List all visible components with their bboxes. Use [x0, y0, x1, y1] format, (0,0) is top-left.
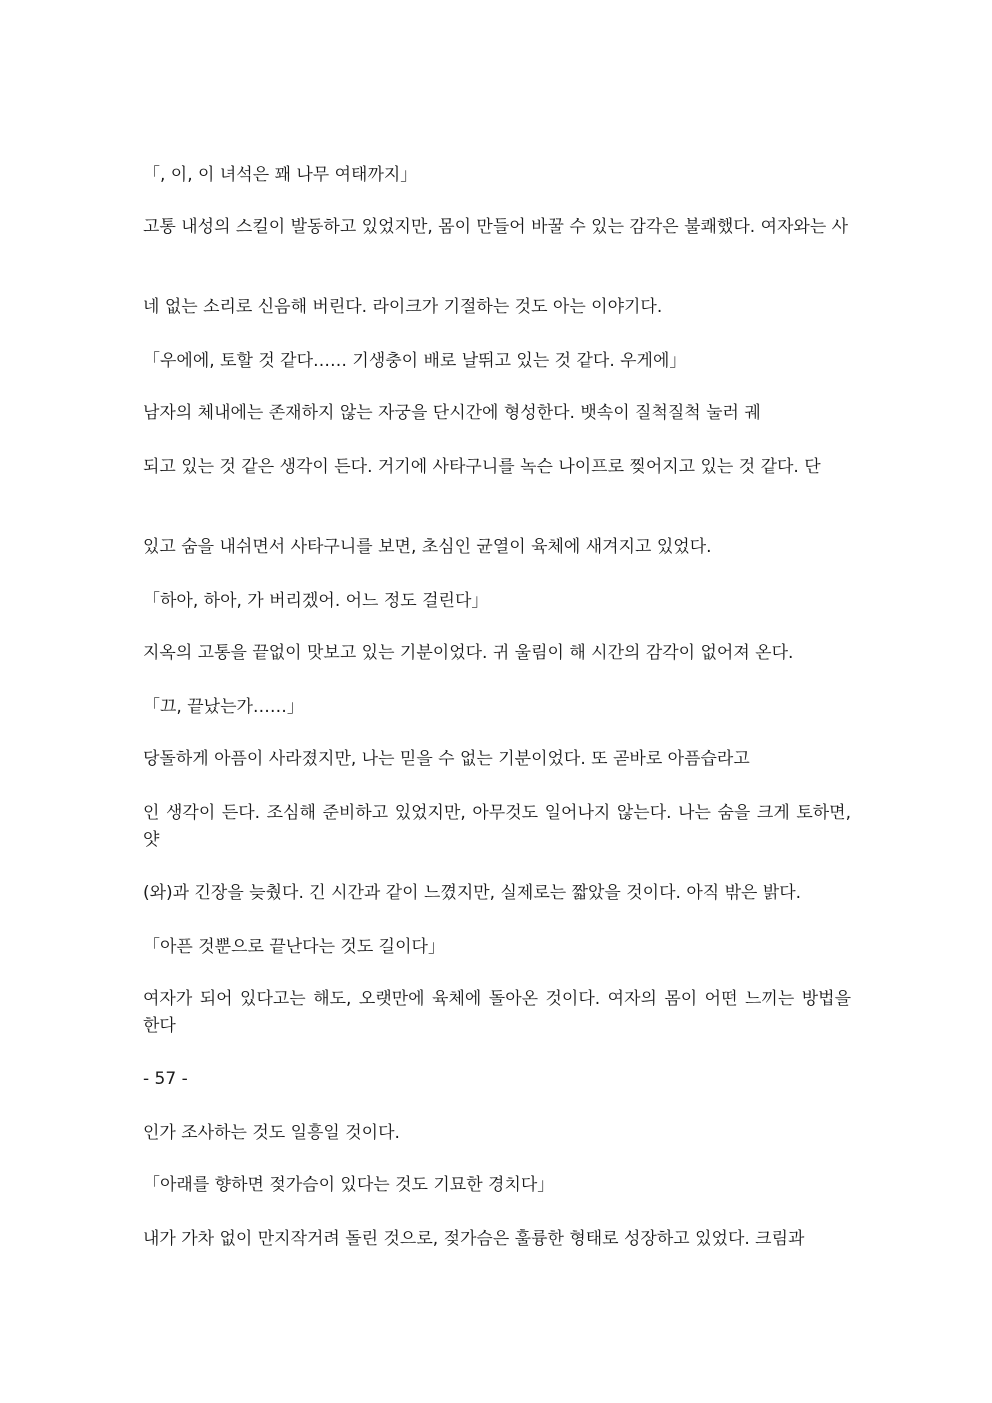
paragraph-9: 지옥의 고통을 끝없이 맛보고 있는 기분이었다. 귀 울림이 해 시간의 감각이 없어져 온다.: [143, 643, 794, 663]
paragraph-10: 「끄, 끝났는가……」: [143, 697, 304, 717]
paragraph-7: 있고 숨을 내쉬면서 사타구니를 보면, 초심인 균열이 육체에 새겨지고 있었다.: [143, 537, 712, 557]
paragraph-16: 인가 조사하는 것도 일흥일 것이다.: [143, 1123, 400, 1143]
paragraph-1: 「, 이, 이 녀석은 꽤 나무 여태까지」: [143, 165, 418, 185]
paragraph-12: 인 생각이 든다. 조심해 준비하고 있었지만, 아무것도 일어나지 않는다. 나는 숨을 크게 토하면, 얏: [143, 803, 851, 850]
paragraph-15: 여자가 되어 있다고는 해도, 오랫만에 육체에 돌아온 것이다. 여자의 몸이 어떤 느끼는 방법을 한다: [143, 989, 851, 1036]
paragraph-6: 되고 있는 것 같은 생각이 든다. 거기에 사타구니를 녹슨 나이프로 찢어지고 있는 것 같다. 단: [143, 457, 821, 477]
paragraph-14: 「아픈 것뿐으로 끝난다는 것도 길이다」: [143, 937, 445, 957]
paragraph-13: (와)과 긴장을 늦췄다. 긴 시간과 같이 느꼈지만, 실제로는 짧았을 것이다. 아직 밖은 밝다.: [143, 883, 802, 903]
paragraph-11: 당돌하게 아픔이 사라졌지만, 나는 믿을 수 없는 기분이었다. 또 곧바로 아픔습라고: [143, 749, 750, 769]
paragraph-8: 「하아, 하아, 가 버리겠어. 어느 정도 걸린다」: [143, 591, 489, 611]
paragraph-3: 네 없는 소리로 신음해 버린다. 라이크가 기절하는 것도 아는 이야기다.: [143, 297, 663, 317]
paragraph-2: 고통 내성의 스킬이 발동하고 있었지만, 몸이 만들어 바꿀 수 있는 감각은 불쾌했다. 여자와는 사: [143, 217, 849, 237]
paragraph-5: 남자의 체내에는 존재하지 않는 자궁을 단시간에 형성한다. 뱃속이 질척질척 눌러 궤: [143, 403, 761, 423]
paragraph-18: 내가 가차 없이 만지작거려 돌린 것으로, 젖가슴은 훌륭한 형태로 성장하고 있었다. 크림과: [143, 1229, 805, 1249]
paragraph-4: 「우에에, 토할 것 같다…… 기생충이 배로 날뛰고 있는 것 같다. 우게에」: [143, 351, 687, 371]
paragraph-17: 「아래를 향하면 젖가슴이 있다는 것도 기묘한 경치다」: [143, 1175, 555, 1195]
page-number: - 57 -: [143, 1069, 188, 1089]
